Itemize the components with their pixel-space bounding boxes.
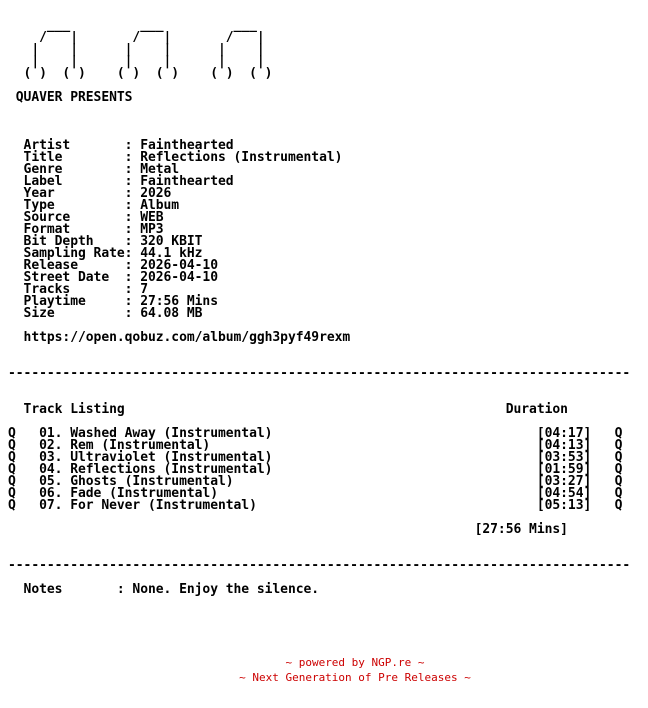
nfo-line [8,380,630,392]
nfo-line: Track Listing Duration [8,402,568,417]
track-row: Q 02. Rem (Instrumental) [04:13] Q [8,438,623,453]
nfo-line: QUAVER PRESENTS [8,90,133,105]
ascii-logo-line: / | / | / | [8,30,265,45]
nfo-line: Artist : Fainthearted [8,138,234,153]
track-row: Q 06. Fade (Instrumental) [04:54] Q [8,486,623,501]
nfo-line: Bit Depth : 320 KBIT [8,234,203,249]
nfo-line: Sampling Rate: 44.1 kHz [8,246,203,261]
separator-line: -------------------------------------------------------------------------------- [8,366,631,381]
separator-line: -------------------------------------------------------------------------------- [8,558,631,573]
nfo-line: Type : Album [8,198,180,213]
ascii-logo-line: | | | | | | [8,54,265,69]
nfo-line: [27:56 Mins] [8,522,568,537]
track-row: Q 01. Washed Away (Instrumental) [04:17] Q [8,426,623,441]
nfo-line [8,344,630,356]
nfo-line: Notes : None. Enjoy the silence. [8,582,320,597]
nfo-line: Title : Reflections (Instrumental) [8,150,343,165]
track-row: Q 05. Ghosts (Instrumental) [03:27] Q [8,474,623,489]
nfo-line: Label : Fainthearted [8,174,234,189]
album-link[interactable]: https://open.qobuz.com/album/ggh3pyf49rexm [8,330,351,345]
nfo-line: Genre : Metal [8,162,180,177]
ascii-logo-line: | | | | | | [8,42,265,57]
track-row: Q 03. Ultraviolet (Instrumental) [03:53] Q [8,450,623,465]
nfo-line: Size : 64.08 MB [8,306,203,321]
nfo-line [8,116,630,128]
nfo-line: Source : WEB [8,210,164,225]
nfo-line: Playtime : 27:56 Mins [8,294,218,309]
nfo-line: Release : 2026-04-10 [8,258,218,273]
nfo-line: Year : 2026 [8,186,172,201]
nfo-line: Format : MP3 [8,222,164,237]
ascii-logo-line: ( ) ( ) ( ) ( ) ( ) ( ) [8,66,273,81]
nfo-line [8,536,630,548]
track-row: Q 04. Reflections (Instrumental) [01:59] Q [8,462,623,477]
nfo-line [8,104,630,116]
nfo-text-block [8,8,630,596]
track-row: Q 07. For Never (Instrumental) [05:13] Q [8,498,623,513]
footer-powered-by: ~ powered by NGP.re ~ [285,656,425,669]
nfo-line: Street Date : 2026-04-10 [8,270,218,285]
ascii-logo-line: ___ ___ ___ [8,18,257,33]
nfo-line: Tracks : 7 [8,282,148,297]
footer-tagline: ~ Next Generation of Pre Releases ~ [239,671,471,684]
